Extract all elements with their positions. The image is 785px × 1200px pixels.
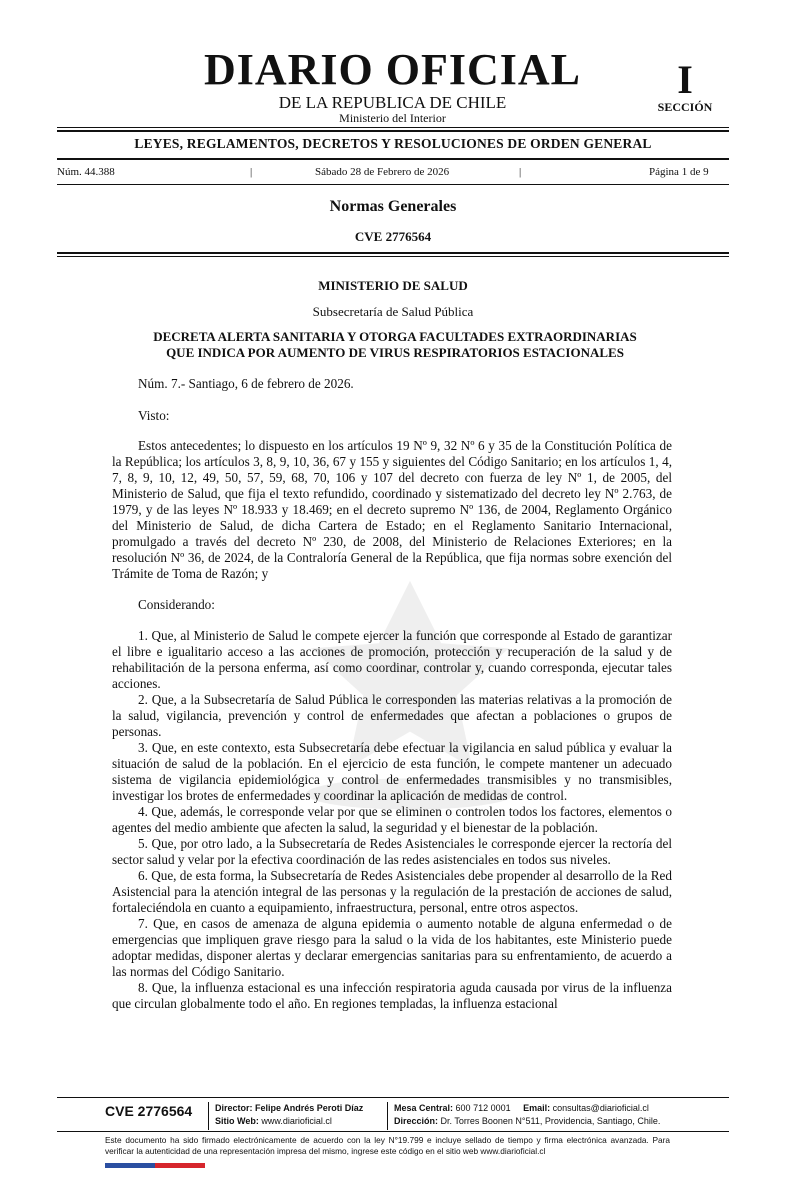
- visto-label: Visto:: [138, 408, 170, 423]
- footer-divider: [57, 1097, 729, 1098]
- considerando-item: 1. Que, al Ministerio de Salud le compete ejercer la función que corresponde al Estado de garantizar el libre e igualitario acceso a las acciones de promoción, protección y recuperación de la salud y de rehabilitación de la persona enferma, así como coordinar, controlar y, cuando corresponda, ejecutar tales acciones.: [112, 628, 672, 691]
- flag-stripe-red: [155, 1163, 205, 1168]
- divider: [57, 130, 729, 132]
- section-title: Normas Generales: [329, 198, 457, 215]
- decree-title-line: QUE INDICA POR AUMENTO DE VIRUS RESPIRATORIOS ESTACIONALES: [166, 345, 624, 360]
- footer-contact-col: Mesa Central: 600 712 0001 Email: consultas@diarioficial.cl Dirección: Dr. Torres Boonen N°511, Providencia, Santiago, Chile.: [394, 1103, 661, 1126]
- footer-divider: [57, 1131, 729, 1132]
- website-link[interactable]: www.diarioficial.cl: [261, 1116, 332, 1126]
- footer-cve: CVE 2776564: [105, 1103, 193, 1119]
- divider: [57, 252, 729, 254]
- section-label: SECCIÓN: [657, 100, 713, 114]
- address: Dr. Torres Boonen N°511, Providencia, Santiago, Chile.: [440, 1116, 661, 1126]
- antecedentes-paragraph: Estos antecedentes; lo dispuesto en los artículos 19 Nº 9, 32 Nº 6 y 35 de la Constitución Política de la República; los artículos 3, 8, 9, 10, 36, 67 y 155 y siguientes del Código Sanitario; en los artículos 1, 4, 7, 8, 9, 10, 12, 49, 50, 57, 59, 68, 70, 106 y 107 del decreto con fuerza de ley Nº 1, de 2005, del Ministerio de Salud, que fija el texto refundido, coordinado y sistematizado del decreto ley Nº 2.763, de 1979, y de las leyes Nº 18.933 y 18.469; en el decreto supremo Nº 136, de 2004, Reglamento Orgánico del Ministerio de Salud, de dicha Cartera de Estado; en el Reglamento Sanitario Internacional, promulgado a través del decreto Nº 230, de 2008, del Ministerio de Relaciones Exteriores; en la resolución Nº 36, de 2024, de la Contraloría General de la República, que fija normas sobre exención del Trámite de Toma de Razón; y: [112, 438, 672, 581]
- flag-stripe-blue: [105, 1163, 155, 1168]
- separator: |: [519, 166, 522, 178]
- signature-disclaimer: Este documento ha sido firmado electrónicamente de acuerdo con la ley N°19.799 e incluye sellado de tiempo y firma electrónica avanzada. Para verificar la autenticidad de una representación impresa del mismo, ingrese este código en el sitio web www.diarioficial.cl: [105, 1135, 670, 1156]
- issue-number: Núm. 44.388: [57, 166, 115, 178]
- issue-date: Sábado 28 de Febrero de 2026: [315, 166, 450, 178]
- divider: [57, 256, 729, 257]
- cve-code: CVE 2776564: [354, 229, 432, 244]
- page-indicator: Página 1 de 9: [649, 166, 709, 178]
- director-name: Felipe Andrés Peroti Díaz: [255, 1103, 364, 1113]
- considerando-item: 7. Que, en casos de amenaza de alguna epidemia o aumento notable de alguna enfermedad o de emergencias que impliquen grave riesgo para la salud o la vida de los habitantes, este Ministerio puede adoptar medidas, disponer alertas y declarar emergencias sanitarias para su enfrentamiento, de acuerdo a las normas del Código Sanitario.: [112, 916, 672, 979]
- document-ministry: MINISTERIO DE SALUD: [318, 278, 468, 293]
- considerandos-list: [112, 628, 672, 1012]
- divider: [57, 158, 729, 160]
- considerando-item: 4. Que, además, le corresponde velar por que se eliminen o controlen todos los factores, elementos o agentes del medio ambiente que afecten la salud, la seguridad y el bienestar de la población.: [112, 804, 672, 835]
- divider: [57, 184, 729, 185]
- footer-separator: [208, 1102, 209, 1130]
- section-number: I: [677, 57, 693, 102]
- considerando-item: 5. Que, por otro lado, a la Subsecretaría de Redes Asistenciales le corresponde ejercer la rectoría del sector salud y velar por la efectiva coordinación de las redes asistenciales en todos sus niveles.: [112, 836, 672, 867]
- decree-title: [100, 329, 690, 361]
- considerando-item: 2. Que, a la Subsecretaría de Salud Pública le corresponden las materias relativas a la promoción de la salud, vigilancia, prevención y control de enfermedades que afectan a poblaciones o grupos de personas.: [112, 692, 672, 739]
- newspaper-ministry: Ministerio del Interior: [339, 111, 446, 125]
- category-heading: LEYES, REGLAMENTOS, DECRETOS Y RESOLUCIONES DE ORDEN GENERAL: [134, 136, 652, 151]
- newspaper-title: DIARIO OFICIAL: [203, 45, 582, 94]
- phone-number: 600 712 0001: [455, 1103, 511, 1113]
- considerando-item: 3. Que, en este contexto, esta Subsecretaría debe efectuar la vigilancia en salud pública y evaluar la situación de salud de la población. En el ejercicio de esta función, le compete mantener un adecuado sistema de vigilancia epidemiológica y control de enfermedades transmisibles y no transmisibles, investigar los brotes de enfermedades y coordinar la aplicación de medidas de control.: [112, 740, 672, 803]
- decree-number-line: Núm. 7.- Santiago, 6 de febrero de 2026.: [138, 376, 354, 391]
- considerando-item: 6. Que, de esta forma, la Subsecretaría de Redes Asistenciales debe propender al desarrollo de la Red Asistencial para la atención integral de las personas y la regulación de la prestación de acciones de salud, fortaleciéndola en cuanto a equipamiento, infraestructura, personal, entre otros aspectos.: [112, 868, 672, 915]
- footer-director-col: Director: Felipe Andrés Peroti Díaz Sitio Web: www.diarioficial.cl: [215, 1103, 364, 1126]
- email-link[interactable]: consultas@diarioficial.cl: [552, 1103, 649, 1113]
- divider: [57, 127, 729, 128]
- footer-separator: [387, 1102, 388, 1130]
- considerando-item: 8. Que, la influenza estacional es una infección respiratoria aguda causada por virus de la influenza que circulan globalmente todo el año. En regiones templadas, la influenza estacional: [112, 980, 672, 1011]
- issue-info-row: [57, 166, 712, 182]
- separator: |: [250, 166, 253, 178]
- document-subsecretaria: Subsecretaría de Salud Pública: [312, 304, 474, 319]
- considerando-label: Considerando:: [138, 597, 215, 612]
- decree-title-line: DECRETA ALERTA SANITARIA Y OTORGA FACULTADES EXTRAORDINARIAS: [153, 329, 637, 344]
- newspaper-subtitle: DE LA REPUBLICA DE CHILE: [278, 93, 507, 112]
